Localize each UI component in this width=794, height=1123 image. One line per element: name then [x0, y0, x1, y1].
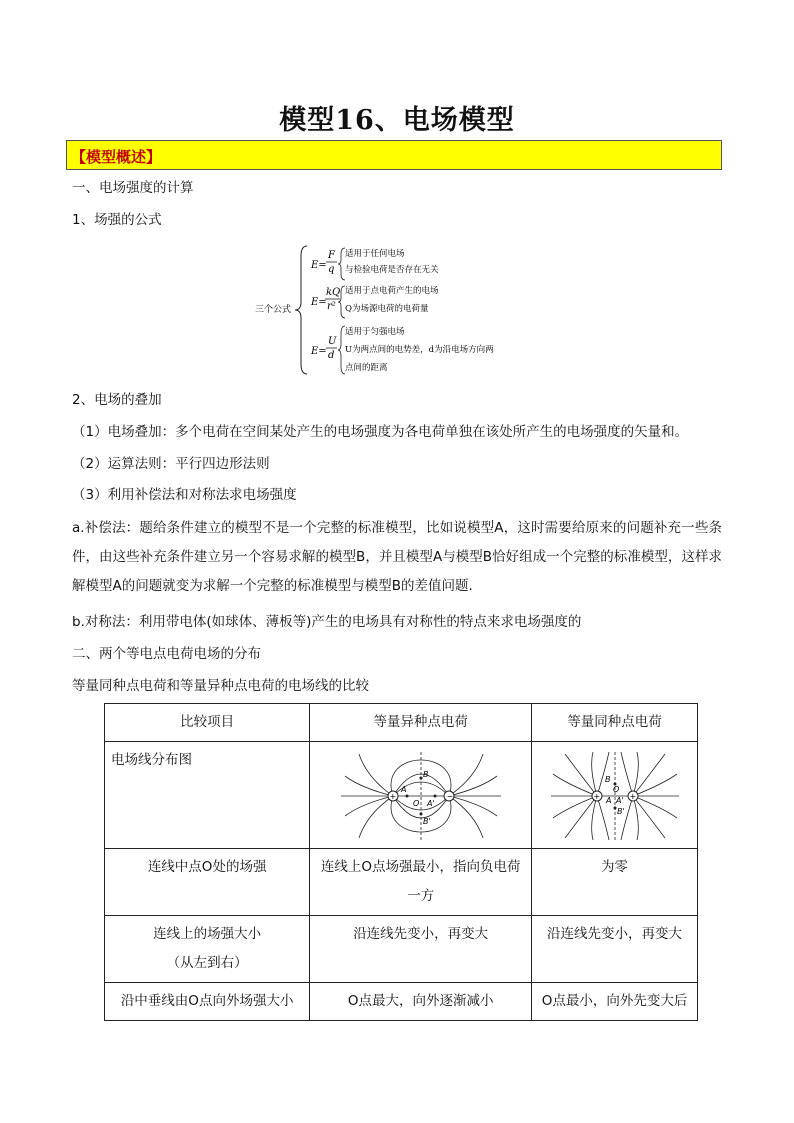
svg-text:+: +	[389, 792, 396, 801]
table-cell: 沿中垂线由O点向外场强大小	[105, 983, 310, 1021]
table-row	[105, 849, 698, 916]
f2-note-2: Q为场源电荷的电荷量	[345, 304, 429, 314]
f2-den: r²	[327, 301, 336, 312]
heading-3: 二、两个等电点电荷电场的分布	[72, 646, 261, 662]
f3-brace	[338, 326, 345, 374]
label-B: B	[422, 770, 429, 779]
label-O-same: O	[612, 785, 619, 794]
svg-text:−: −	[446, 792, 453, 801]
heading-2: 2、电场的叠加	[72, 392, 162, 408]
table-cell	[105, 916, 310, 983]
f3-note-2: U为两点间的电势差，d为沿电场方向两	[345, 345, 494, 355]
f3-num: U	[328, 336, 337, 347]
svg-text:+: +	[629, 792, 636, 801]
f2-note-1: 适用于点电荷产生的电场	[345, 286, 439, 296]
label-A-prime-same: A'	[615, 796, 624, 805]
table-row	[105, 983, 698, 1021]
heading-1-1: 1、场强的公式	[72, 212, 162, 228]
f2-num: kQ	[326, 287, 341, 298]
big-brace	[295, 246, 307, 374]
f1-brace	[338, 248, 345, 280]
f3-lhs: E=	[311, 346, 327, 357]
f1-den: q	[328, 264, 335, 275]
row3-label-line1: 连线上的场强大小	[153, 926, 262, 942]
same-charges-field-diagram	[549, 748, 681, 844]
table-cell-diagram-opposite	[310, 742, 532, 849]
table-cell: 为零	[532, 849, 698, 916]
label-B-prime: B'	[422, 817, 431, 826]
label-A: A	[400, 785, 407, 794]
label-A-prime: A'	[426, 799, 435, 808]
heading-1: 一、电场强度的计算	[72, 180, 194, 196]
heading-3-1: 等量同种点电荷和等量异种点电荷的电场线的比较	[72, 678, 369, 694]
table-cell: 沿连线先变小，再变大	[310, 916, 532, 983]
table-header: 等量异种点电荷	[310, 704, 532, 742]
f3-den: d	[328, 350, 335, 361]
table-cell: 连线中点O处的场强	[105, 849, 310, 916]
table-cell: 沿连线先变小，再变大	[532, 916, 698, 983]
para-a: a.补偿法：题给条件建立的模型不是一个完整的标准模型，比如说模型A，这时需要给原来的问题补充一些条件，由这些补充条件建立另一个容易求解的模型B，并且模型A与模型B恰好组成一个完整的标准模型，这样求解模型A的问题就变为求解一个完整的标准模型与模型B的差值问题.	[72, 520, 722, 594]
comparison-table	[104, 703, 698, 1021]
table-row	[105, 742, 698, 849]
f3-note-1: 适用于匀强电场	[345, 327, 405, 337]
para-b: b.对称法：利用带电体(如球体、薄板等)产生的电场具有对称性的特点来求电场强度的	[72, 614, 582, 630]
table-header-row	[105, 704, 698, 742]
table-cell: O点最小，向外先变大后	[532, 983, 698, 1021]
svg-text:+: +	[593, 792, 600, 801]
para-3: （3）利用补偿法和对称法求电场强度	[72, 487, 297, 503]
row3-label-line2: （从左到右）	[166, 955, 248, 971]
f1-num: F	[328, 250, 335, 261]
table-cell: O点最大，向外逐渐减小	[310, 983, 532, 1021]
table-cell-diagram-same	[532, 742, 698, 849]
formula-svg	[255, 242, 535, 376]
f3-note-3: 点间的距离	[345, 363, 388, 373]
formula-block	[255, 242, 535, 376]
f1-note-2: 与检验电荷是否存在无关	[345, 265, 439, 275]
label-O: O	[412, 799, 419, 808]
opposite-charges-field-diagram	[337, 748, 505, 844]
table-header: 比较项目	[105, 704, 310, 742]
para-1: （1）电场叠加：多个电荷在空间某处产生的电场强度为各电荷单独在该处所产生的电场强度的矢量和。	[72, 424, 689, 440]
para-2: （2）运算法则：平行四边形法则	[72, 456, 270, 472]
table-header: 等量同种点电荷	[532, 704, 698, 742]
f1-lhs: E=	[311, 260, 327, 271]
f2-lhs: E=	[311, 297, 327, 308]
formula-label: 三个公式	[255, 305, 292, 315]
label-A-same: A	[605, 796, 612, 805]
f1-note-1: 适用于任何电场	[345, 249, 405, 259]
banner-label: 【模型概述】	[71, 148, 162, 166]
page-title: 模型16、电场模型	[279, 105, 515, 136]
section-banner	[66, 140, 722, 170]
table-row	[105, 916, 698, 983]
table-cell: 电场线分布图	[105, 742, 310, 849]
label-B-prime-same: B'	[616, 807, 625, 816]
label-B-same: B	[604, 775, 611, 784]
table-cell: 连线上O点场强最小，指向负电荷一方	[310, 849, 532, 916]
